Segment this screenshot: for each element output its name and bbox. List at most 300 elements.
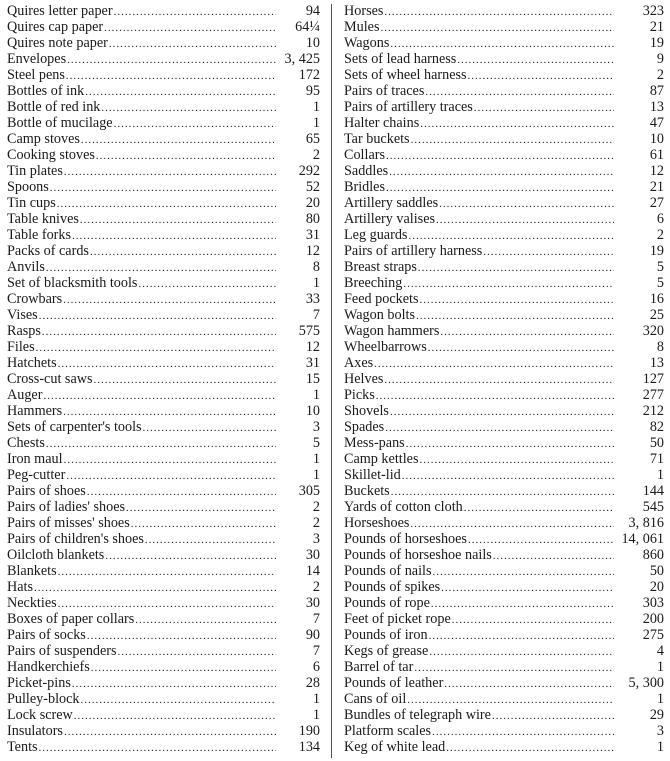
list-item bbox=[344, 611, 664, 627]
item-label: Peg-cutter bbox=[7, 467, 66, 483]
leader-dots bbox=[33, 580, 276, 596]
item-label: Auger bbox=[7, 387, 43, 403]
item-quantity: 1 bbox=[312, 707, 320, 723]
list-item bbox=[344, 179, 664, 195]
list-item bbox=[344, 275, 664, 291]
leader-dots bbox=[379, 20, 614, 36]
list-item bbox=[7, 19, 320, 35]
item-label: Anvils bbox=[7, 259, 45, 275]
item-label: Hatchets bbox=[7, 355, 57, 371]
list-item bbox=[7, 643, 320, 659]
leader-dots bbox=[79, 212, 276, 228]
item-label: Skillet-lid bbox=[344, 467, 401, 483]
item-label: Quires note paper bbox=[7, 35, 108, 51]
item-quantity: 4 bbox=[656, 643, 664, 659]
item-label: Pairs of misses' shoes bbox=[7, 515, 130, 531]
item-quantity: 16 bbox=[649, 291, 664, 307]
item-label: Pounds of horseshoe nails bbox=[344, 547, 492, 563]
item-label: Spades bbox=[344, 419, 385, 435]
item-quantity: 2 bbox=[656, 227, 664, 243]
list-item bbox=[7, 483, 320, 499]
item-label: Helves bbox=[344, 371, 384, 387]
item-label: Lock screw bbox=[7, 707, 73, 723]
leader-dots bbox=[373, 356, 614, 372]
item-quantity: 52 bbox=[305, 179, 320, 195]
item-label: Cooking stoves bbox=[7, 147, 95, 163]
item-quantity: 31 bbox=[305, 355, 320, 371]
item-label: Pounds of horseshoes bbox=[344, 531, 467, 547]
list-item bbox=[7, 499, 320, 515]
list-item bbox=[344, 467, 664, 483]
list-item bbox=[7, 691, 320, 707]
leader-dots bbox=[431, 724, 614, 740]
item-label: Handkerchiefs bbox=[7, 659, 90, 675]
item-label: Pairs of artillery traces bbox=[344, 99, 473, 115]
item-label: Yards of cotton cloth bbox=[344, 499, 463, 515]
leader-dots bbox=[65, 68, 276, 84]
list-item bbox=[7, 659, 320, 675]
list-item bbox=[7, 67, 320, 83]
list-item bbox=[7, 195, 320, 211]
item-quantity: 212 bbox=[642, 403, 664, 419]
item-label: Steel pens bbox=[7, 67, 65, 83]
list-item bbox=[7, 387, 320, 403]
item-quantity: 94 bbox=[305, 3, 320, 19]
item-label: Set of blacksmith tools bbox=[7, 275, 138, 291]
list-item bbox=[7, 259, 320, 275]
item-quantity: 50 bbox=[649, 563, 664, 579]
item-quantity: 25 bbox=[649, 307, 664, 323]
leader-dots bbox=[409, 516, 614, 532]
list-item bbox=[344, 387, 664, 403]
list-item bbox=[344, 739, 664, 755]
leader-dots bbox=[439, 324, 614, 340]
item-label: Boxes of paper collars bbox=[7, 611, 135, 627]
item-label: Breeching bbox=[344, 275, 403, 291]
item-quantity: 1 bbox=[656, 467, 664, 483]
list-item bbox=[344, 627, 664, 643]
item-quantity: 3 bbox=[656, 723, 664, 739]
list-item bbox=[344, 403, 664, 419]
item-quantity: 12 bbox=[305, 243, 320, 259]
leader-dots bbox=[63, 164, 276, 180]
item-quantity: 6 bbox=[656, 211, 664, 227]
item-quantity: 7 bbox=[312, 611, 320, 627]
item-label: Tin cups bbox=[7, 195, 56, 211]
leader-dots bbox=[41, 324, 276, 340]
list-item bbox=[7, 243, 320, 259]
list-item bbox=[344, 595, 664, 611]
item-label: Tar buckets bbox=[344, 131, 410, 147]
list-item bbox=[344, 195, 664, 211]
item-quantity: 2 bbox=[312, 515, 320, 531]
item-label: Pairs of socks bbox=[7, 627, 86, 643]
item-quantity: 14, 061 bbox=[621, 531, 664, 547]
item-quantity: 10 bbox=[649, 131, 664, 147]
item-quantity: 127 bbox=[642, 371, 664, 387]
list-item bbox=[7, 51, 320, 67]
list-item bbox=[344, 211, 664, 227]
item-label: Buckets bbox=[344, 483, 390, 499]
item-label: Breast straps bbox=[344, 259, 417, 275]
item-label: Horseshoes bbox=[344, 515, 410, 531]
list-item bbox=[344, 723, 664, 739]
list-item bbox=[7, 435, 320, 451]
list-item bbox=[344, 339, 664, 355]
item-label: Pairs of artillery harness bbox=[344, 243, 483, 259]
leader-dots bbox=[405, 436, 614, 452]
item-quantity: 21 bbox=[649, 179, 664, 195]
leader-dots bbox=[86, 628, 276, 644]
item-quantity: 61 bbox=[649, 147, 664, 163]
item-quantity: 5 bbox=[656, 275, 664, 291]
item-label: Files bbox=[7, 339, 35, 355]
leader-dots bbox=[65, 468, 276, 484]
list-item bbox=[344, 355, 664, 371]
item-quantity: 64¼ bbox=[295, 19, 320, 35]
item-quantity: 1 bbox=[312, 467, 320, 483]
list-item bbox=[344, 675, 664, 691]
leader-dots bbox=[73, 708, 276, 724]
right-column bbox=[344, 3, 664, 755]
item-label: Cross-cut saws bbox=[7, 371, 93, 387]
item-label: Hats bbox=[7, 579, 34, 595]
leader-dots bbox=[463, 500, 614, 516]
list-item bbox=[7, 451, 320, 467]
list-item bbox=[7, 275, 320, 291]
leader-dots bbox=[80, 132, 276, 148]
item-label: Barrel of tar bbox=[344, 659, 414, 675]
list-item bbox=[7, 339, 320, 355]
item-quantity: 5 bbox=[312, 435, 320, 451]
item-label: Bottles of ink bbox=[7, 83, 85, 99]
item-quantity: 87 bbox=[649, 83, 664, 99]
leader-dots bbox=[406, 692, 614, 708]
item-label: Iron maul bbox=[7, 451, 63, 467]
item-label: Camp kettles bbox=[344, 451, 419, 467]
item-quantity: 1 bbox=[312, 115, 320, 131]
item-label: Insulators bbox=[7, 723, 63, 739]
list-item bbox=[7, 99, 320, 115]
leader-dots bbox=[86, 484, 276, 500]
item-quantity: 2 bbox=[312, 499, 320, 515]
leader-dots bbox=[104, 548, 276, 564]
item-quantity: 200 bbox=[642, 611, 664, 627]
item-quantity: 7 bbox=[312, 643, 320, 659]
item-quantity: 12 bbox=[305, 339, 320, 355]
item-label: Keg of white lead bbox=[344, 739, 446, 755]
leader-dots bbox=[407, 228, 614, 244]
item-label: Pairs of ladies' shoes bbox=[7, 499, 126, 515]
item-quantity: 82 bbox=[649, 419, 664, 435]
item-label: Wagon bolts bbox=[344, 307, 415, 323]
list-item bbox=[7, 627, 320, 643]
item-quantity: 305 bbox=[298, 483, 320, 499]
item-label: Pairs of traces bbox=[344, 83, 425, 99]
list-item bbox=[344, 419, 664, 435]
list-item bbox=[7, 163, 320, 179]
list-item bbox=[7, 179, 320, 195]
item-quantity: 1 bbox=[656, 659, 664, 675]
leader-dots bbox=[417, 260, 614, 276]
item-quantity: 144 bbox=[642, 483, 664, 499]
leader-dots bbox=[383, 4, 614, 20]
leader-dots bbox=[103, 20, 276, 36]
item-quantity: 27 bbox=[649, 195, 664, 211]
leader-dots bbox=[410, 132, 614, 148]
item-quantity: 6 bbox=[312, 659, 320, 675]
item-quantity: 21 bbox=[649, 19, 664, 35]
item-quantity: 277 bbox=[642, 387, 664, 403]
leader-dots bbox=[375, 388, 614, 404]
left-column bbox=[7, 3, 320, 755]
list-item bbox=[344, 291, 664, 307]
list-item bbox=[344, 371, 664, 387]
item-label: Hammers bbox=[7, 403, 63, 419]
leader-dots bbox=[42, 388, 276, 404]
item-label: Rasps bbox=[7, 323, 41, 339]
item-quantity: 28 bbox=[305, 675, 320, 691]
item-label: Collars bbox=[344, 147, 385, 163]
item-label: Crowbars bbox=[7, 291, 63, 307]
item-quantity: 71 bbox=[649, 451, 664, 467]
leader-dots bbox=[63, 724, 276, 740]
leader-dots bbox=[113, 116, 276, 132]
item-label: Packs of cards bbox=[7, 243, 89, 259]
item-quantity: 10 bbox=[305, 35, 320, 51]
item-label: Quires cap paper bbox=[7, 19, 104, 35]
leader-dots bbox=[424, 84, 614, 100]
item-label: Oilcloth blankets bbox=[7, 547, 105, 563]
item-quantity: 50 bbox=[649, 435, 664, 451]
leader-dots bbox=[467, 532, 614, 548]
column-divider bbox=[331, 4, 332, 758]
item-label: Picks bbox=[344, 387, 375, 403]
item-label: Cans of oil bbox=[344, 691, 407, 707]
leader-dots bbox=[62, 292, 276, 308]
list-item bbox=[7, 35, 320, 51]
item-quantity: 65 bbox=[305, 131, 320, 147]
item-label: Sets of lead harness bbox=[344, 51, 457, 67]
item-quantity: 2 bbox=[656, 67, 664, 83]
leader-dots bbox=[440, 580, 614, 596]
item-quantity: 2 bbox=[312, 579, 320, 595]
item-quantity: 19 bbox=[649, 35, 664, 51]
list-item bbox=[344, 563, 664, 579]
leader-dots bbox=[456, 52, 614, 68]
leader-dots bbox=[383, 372, 614, 388]
list-item bbox=[7, 403, 320, 419]
leader-dots bbox=[419, 116, 614, 132]
leader-dots bbox=[491, 708, 614, 724]
item-quantity: 30 bbox=[305, 595, 320, 611]
leader-dots bbox=[62, 404, 276, 420]
leader-dots bbox=[467, 68, 614, 84]
list-item bbox=[7, 467, 320, 483]
leader-dots bbox=[473, 100, 614, 116]
leader-dots bbox=[451, 612, 614, 628]
list-item bbox=[344, 515, 664, 531]
list-item bbox=[344, 83, 664, 99]
item-quantity: 2 bbox=[312, 147, 320, 163]
item-quantity: 10 bbox=[305, 403, 320, 419]
leader-dots bbox=[492, 548, 614, 564]
list-item bbox=[344, 35, 664, 51]
item-label: Envelopes bbox=[7, 51, 67, 67]
item-label: Pounds of nails bbox=[344, 563, 432, 579]
leader-dots bbox=[144, 532, 276, 548]
list-item bbox=[7, 355, 320, 371]
leader-dots bbox=[130, 516, 276, 532]
item-label: Quires letter paper bbox=[7, 3, 113, 19]
list-item bbox=[344, 51, 664, 67]
item-quantity: 80 bbox=[305, 211, 320, 227]
leader-dots bbox=[35, 340, 276, 356]
leader-dots bbox=[435, 212, 614, 228]
item-label: Artillery valises bbox=[344, 211, 436, 227]
item-label: Saddles bbox=[344, 163, 389, 179]
item-quantity: 275 bbox=[642, 627, 664, 643]
item-label: Wagon hammers bbox=[344, 323, 440, 339]
item-quantity: 19 bbox=[649, 243, 664, 259]
list-item bbox=[344, 579, 664, 595]
list-item bbox=[344, 147, 664, 163]
list-item bbox=[7, 323, 320, 339]
item-label: Mules bbox=[344, 19, 380, 35]
item-label: Pounds of iron bbox=[344, 627, 428, 643]
item-quantity: 20 bbox=[649, 579, 664, 595]
list-item bbox=[344, 691, 664, 707]
leader-dots bbox=[385, 148, 614, 164]
leader-dots bbox=[84, 84, 276, 100]
item-label: Vises bbox=[7, 307, 38, 323]
item-label: Chests bbox=[7, 435, 45, 451]
item-quantity: 190 bbox=[298, 723, 320, 739]
leader-dots bbox=[389, 36, 614, 52]
list-item bbox=[7, 595, 320, 611]
item-label: Pairs of shoes bbox=[7, 483, 86, 499]
item-label: Picket-pins bbox=[7, 675, 71, 691]
leader-dots bbox=[38, 740, 276, 756]
item-label: Artillery saddles bbox=[344, 195, 439, 211]
list-item bbox=[7, 675, 320, 691]
leader-dots bbox=[45, 260, 276, 276]
item-quantity: 860 bbox=[642, 547, 664, 563]
item-quantity: 8 bbox=[656, 339, 664, 355]
item-quantity: 134 bbox=[298, 739, 320, 755]
item-quantity: 1 bbox=[312, 99, 320, 115]
leader-dots bbox=[445, 740, 614, 756]
item-label: Pounds of rope bbox=[344, 595, 430, 611]
item-label: Kegs of grease bbox=[344, 643, 429, 659]
list-item bbox=[344, 451, 664, 467]
item-quantity: 90 bbox=[305, 627, 320, 643]
item-label: Pairs of children's shoes bbox=[7, 531, 144, 547]
item-quantity: 12 bbox=[649, 163, 664, 179]
item-quantity: 172 bbox=[298, 67, 320, 83]
item-quantity: 30 bbox=[305, 547, 320, 563]
item-quantity: 1 bbox=[656, 739, 664, 755]
item-quantity: 575 bbox=[298, 323, 320, 339]
item-quantity: 7 bbox=[312, 307, 320, 323]
list-item bbox=[7, 227, 320, 243]
item-label: Mess-pans bbox=[344, 435, 405, 451]
item-quantity: 1 bbox=[312, 691, 320, 707]
list-item bbox=[344, 707, 664, 723]
leader-dots bbox=[57, 564, 276, 580]
item-quantity: 3 bbox=[312, 419, 320, 435]
list-item bbox=[344, 227, 664, 243]
leader-dots bbox=[390, 484, 614, 500]
leader-dots bbox=[95, 148, 276, 164]
item-label: Sets of wheel harness bbox=[344, 67, 467, 83]
leader-dots bbox=[428, 644, 614, 660]
item-label: Pounds of spikes bbox=[344, 579, 441, 595]
item-label: Table forks bbox=[7, 227, 72, 243]
leader-dots bbox=[89, 244, 276, 260]
leader-dots bbox=[57, 356, 276, 372]
item-quantity: 292 bbox=[298, 163, 320, 179]
item-quantity: 15 bbox=[305, 371, 320, 387]
leader-dots bbox=[401, 468, 614, 484]
list-item bbox=[344, 499, 664, 515]
item-quantity: 5 bbox=[656, 259, 664, 275]
list-item bbox=[344, 67, 664, 83]
item-label: Bridles bbox=[344, 179, 385, 195]
leader-dots bbox=[427, 340, 614, 356]
list-item bbox=[7, 515, 320, 531]
list-item bbox=[7, 291, 320, 307]
item-quantity: 9 bbox=[656, 51, 664, 67]
list-item bbox=[7, 563, 320, 579]
list-item bbox=[344, 531, 664, 547]
list-item bbox=[7, 131, 320, 147]
list-item bbox=[7, 723, 320, 739]
list-item bbox=[344, 547, 664, 563]
item-label: Bundles of telegraph wire bbox=[344, 707, 491, 723]
list-item bbox=[344, 435, 664, 451]
list-item bbox=[7, 307, 320, 323]
item-quantity: 1 bbox=[656, 691, 664, 707]
item-label: Halter chains bbox=[344, 115, 420, 131]
leader-dots bbox=[90, 660, 276, 676]
leader-dots bbox=[428, 628, 614, 644]
list-item bbox=[344, 115, 664, 131]
item-label: Pulley-block bbox=[7, 691, 80, 707]
leader-dots bbox=[117, 644, 276, 660]
item-label: Axes bbox=[344, 355, 374, 371]
leader-dots bbox=[66, 52, 276, 68]
list-item bbox=[344, 259, 664, 275]
list-item bbox=[344, 163, 664, 179]
leader-dots bbox=[389, 404, 614, 420]
leader-dots bbox=[418, 452, 614, 468]
leader-dots bbox=[80, 692, 276, 708]
item-quantity: 545 bbox=[642, 499, 664, 515]
item-label: Spoons bbox=[7, 179, 49, 195]
item-quantity: 13 bbox=[649, 99, 664, 115]
item-quantity: 1 bbox=[312, 451, 320, 467]
leader-dots bbox=[108, 36, 276, 52]
item-label: Neckties bbox=[7, 595, 57, 611]
item-quantity: 5, 300 bbox=[628, 675, 664, 691]
item-quantity: 29 bbox=[649, 707, 664, 723]
list-item bbox=[7, 371, 320, 387]
item-label: Pounds of leather bbox=[344, 675, 444, 691]
item-quantity: 95 bbox=[305, 83, 320, 99]
leader-dots bbox=[384, 420, 614, 436]
item-quantity: 33 bbox=[305, 291, 320, 307]
